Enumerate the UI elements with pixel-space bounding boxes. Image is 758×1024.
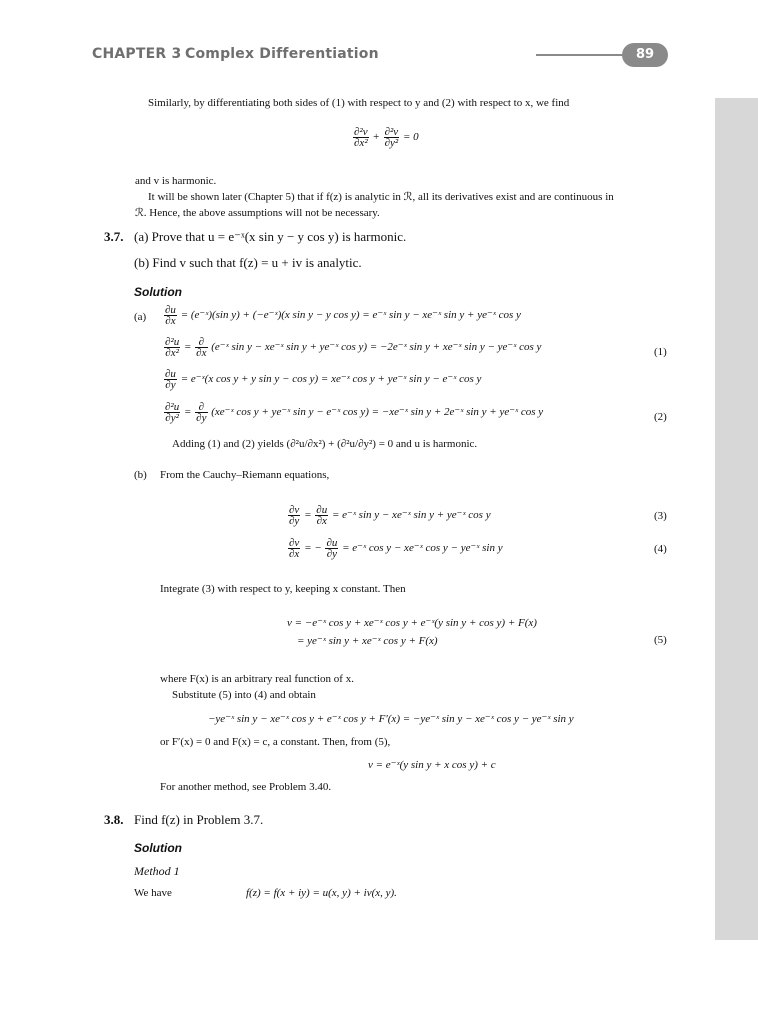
equation-body: (xe⁻ˣ cos y + ye⁻ˣ sin y − e⁻ˣ cos y) = −xe⁻ˣ sin y + 2e⁻ˣ sin y + ye⁻ˣ cos y (211, 406, 544, 419)
frac-num: ∂ (195, 402, 207, 413)
page-number-badge: 89 (622, 43, 668, 67)
frac-num: ∂v (289, 504, 300, 516)
problem-text: Find f(z) in Problem 3.7. (134, 812, 264, 827)
problem-number: 3.8. (104, 812, 124, 827)
where-line: where F(x) is an arbitrary real function of x. (160, 673, 354, 685)
frac-den: ∂y (326, 548, 338, 560)
note-line-1: It will be shown later (Chapter 5) that if f(z) is analytic in ℛ, all its derivatives exist and are continuous in (148, 191, 614, 203)
frac-num: ∂²v (354, 126, 368, 138)
frac-num: ∂u (316, 504, 328, 516)
adding-line: Adding (1) and (2) yields (∂²u/∂x²) + (∂²u/∂y²) = 0 and u is harmonic. (172, 438, 478, 450)
frac-den: ∂y (196, 412, 207, 424)
header-rule (536, 54, 630, 56)
equation-number: (5) (654, 634, 667, 646)
integrate-line: Integrate (3) with respect to y, keeping x constant. Then (160, 583, 406, 595)
frac-den: ∂x (316, 515, 327, 527)
part-a-label: (a) (134, 311, 147, 323)
equation-number: (1) (654, 346, 667, 358)
frac-den: ∂x² (165, 347, 179, 359)
frac-num: ∂u (165, 368, 176, 380)
equation-du-dy (163, 369, 481, 390)
problem-part-a: (a) Prove that u = e⁻ˣ(x sin y − y cos y) is harmonic. (134, 229, 407, 244)
part-b-label: (b) (134, 469, 147, 481)
substitute-line: Substitute (5) into (4) and obtain (172, 689, 316, 701)
side-tab (715, 98, 758, 940)
problem-number: 3.7. (104, 229, 124, 244)
cauchy-riemann-intro: From the Cauchy–Riemann equations, (160, 469, 330, 481)
equation-cr-1: $\frac{\partial v}{\partial y}$ = $\frac{\partial u}{\partial x}$ = e⁻ˣ sin y − xe⁻ˣ sin y + ye⁻ˣ cos y (289, 504, 491, 527)
chapter-label: CHAPTER 3 (92, 46, 182, 62)
solution-label: Solution (134, 841, 182, 855)
frac-num: ∂v (289, 537, 300, 549)
another-method-line: For another method, see Problem 3.40. (160, 781, 332, 793)
equation-number: (3) (654, 510, 667, 522)
equation-sign: = − (304, 542, 322, 555)
frac-den: ∂y (289, 515, 300, 527)
frac-num: ∂²v (384, 126, 399, 138)
intro-line: Similarly, by differentiating both sides of (1) with respect to y and (2) with respect to x, we find (148, 97, 570, 109)
equation-body: = (e⁻ˣ)(sin y) + (−e⁻ˣ)(x sin y − y cos y) = e⁻ˣ sin y − xe⁻ˣ sin y + ye⁻ˣ cos y (180, 309, 521, 322)
frac-den: ∂x (165, 315, 176, 327)
equation-d2u-dy2: $\frac{\text{∂²u}}{\text{∂y²}}$ = ∂ ∂y (xe⁻ˣ cos y + ye⁻ˣ sin y − e⁻ˣ cos y) = −xe⁻ˣ sin y + 2e⁻ˣ sin y + ye⁻ˣ cos y (165, 401, 544, 424)
chapter-title: Complex Differentiation (185, 46, 379, 62)
equation-body: = e⁻ˣ sin y − xe⁻ˣ sin y + ye⁻ˣ cos y (331, 509, 491, 522)
method-label: Method 1 (134, 864, 180, 878)
frac-den: ∂y (165, 379, 176, 391)
frac-num: ∂²u (165, 336, 180, 348)
problem-part-b: (b) Find v such that f(z) = u + iv is analytic. (134, 255, 362, 270)
equation-v-final: v = e⁻ˣ(y sin y + x cos y) + c (368, 759, 496, 771)
frac-num: ∂ (195, 337, 207, 348)
equation-substituted: −ye⁻ˣ sin y − xe⁻ˣ cos y + e⁻ˣ cos y + F′(x) = −ye⁻ˣ sin y − xe⁻ˣ cos y − ye⁻ˣ sin y (208, 713, 574, 725)
we-have-line: We have (134, 887, 172, 899)
equation-body: = e⁻ˣ(x cos y + y sin y − cos y) = xe⁻ˣ cos y + ye⁻ˣ sin y − e⁻ˣ cos y (180, 373, 482, 386)
or-line: or F′(x) = 0 and F(x) = c, a constant. Then, from (5), (160, 736, 391, 748)
equation-v-1: v = −e⁻ˣ cos y + xe⁻ˣ cos y + e⁻ˣ(y sin y + cos y) + F(x) (287, 617, 537, 629)
equation-cr-2 (287, 538, 503, 559)
equation-body: = e⁻ˣ cos y − xe⁻ˣ cos y − ye⁻ˣ sin y (342, 542, 503, 555)
solution-label: Solution (134, 285, 182, 299)
frac-num: ∂u (326, 537, 338, 549)
harmonic-line: and v is harmonic. (135, 175, 217, 187)
equation-rhs: = 0 (402, 131, 419, 144)
equation-v-2: = ye⁻ˣ sin y + xe⁻ˣ cos y + F(x) (297, 635, 438, 647)
frac-den: ∂y² (384, 137, 399, 149)
frac-den: ∂x² (354, 137, 368, 149)
equation-number: (4) (654, 543, 667, 555)
equation-du-dx (163, 305, 521, 326)
equation-d2u-dx2: $\frac{\text{∂²u}}{\text{∂x²}}$ = ∂ ∂x (e⁻ˣ sin y − xe⁻ˣ sin y + ye⁻ˣ cos y) = −2e⁻ˣ sin y + xe⁻ˣ sin y − ye⁻ˣ cos y (165, 336, 542, 359)
frac-num: ∂u (165, 304, 176, 316)
note-line-2: ℛ. Hence, the above assumptions will not be necessary. (135, 207, 380, 219)
equation-body: (e⁻ˣ sin y − xe⁻ˣ sin y + ye⁻ˣ cos y) = −2e⁻ˣ sin y + xe⁻ˣ sin y − ye⁻ˣ cos y (211, 341, 542, 354)
equation-fz: f(z) = f(x + iy) = u(x, y) + iv(x, y). (246, 887, 397, 899)
frac-den: ∂x (196, 347, 207, 359)
equation-number: (2) (654, 411, 667, 423)
frac-den: ∂y² (165, 412, 179, 424)
frac-den: ∂x (289, 548, 300, 560)
frac-num: ∂²u (165, 401, 180, 413)
laplace-v-equation: $\frac{\text{∂²v}}{\text{∂x²}}$ + $\frac{\text{∂²v}}{\text{∂y²}}$ = 0 (354, 126, 419, 149)
